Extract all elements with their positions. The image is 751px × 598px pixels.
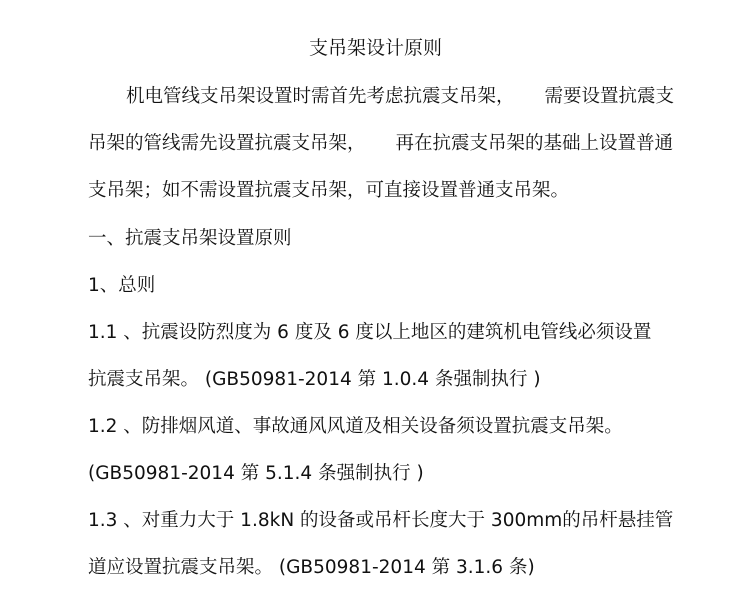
intro-line-1 [126,84,674,110]
intro-line-1-part-a: 机电管线支吊架设置时需首先考虑抗震支吊架， [126,86,515,107]
subsection-heading: 1、总则 [88,275,156,296]
intro-line-2-part-b: 再在抗震支吊架的基础上设置普通 [395,133,674,154]
clause-1-1-line-1: 1.1 、抗震设防烈度为 6 度及 6 度以上地区的建筑机电管线必须设置 [88,322,652,343]
intro-line-3: 支吊架；如不需设置抗震支吊架，可直接设置普通支吊架。 [88,180,570,201]
document-title: 支吊架设计原则 [308,37,442,59]
intro-line-1-part-b: 需要设置抗震支 [544,86,675,107]
clause-1-2-line-1: 1.2 、防排烟风道、事故通风风道及相关设备须设置抗震支吊架。 [88,416,623,437]
clause-1-2-line-2: (GB50981-2014 第 5.1.4 条强制执行 ) [88,463,424,484]
clause-1-1-line-2: 抗震支吊架。 (GB50981-2014 第 1.0.4 条强制执行 ) [88,369,541,390]
clause-1-3-line-1: 1.3 、对重力大于 1.8kN 的设备或吊杆长度大于 300mm的吊杆悬挂管 [88,510,674,531]
intro-line-2-part-a: 吊架的管线需先设置抗震支吊架， [88,133,366,154]
clause-1-3-line-2: 道应设置抗震支吊架。 (GB50981-2014 第 3.1.6 条) [88,557,535,578]
intro-line-2 [88,131,673,157]
section-heading: 一、抗震支吊架设置原则 [88,228,292,249]
